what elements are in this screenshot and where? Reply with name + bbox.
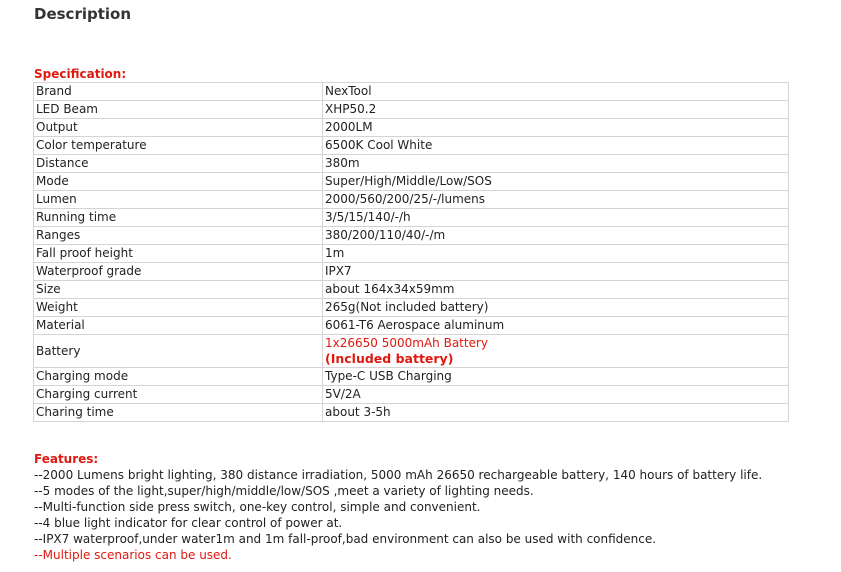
spec-label-weight: Weight — [34, 299, 323, 317]
spec-value-material: 6061-T6 Aerospace aluminum — [323, 317, 789, 335]
spec-label-lumen: Lumen — [34, 191, 323, 209]
table-row — [34, 119, 789, 137]
table-row — [34, 386, 789, 404]
table-row — [34, 137, 789, 155]
table-row — [34, 155, 789, 173]
feature-item-highlight: --Multiple scenarios can be used. — [34, 548, 232, 562]
table-row — [34, 404, 789, 422]
spec-value-mode: Super/High/Middle/Low/SOS — [323, 173, 789, 191]
table-row — [34, 101, 789, 119]
table-row — [34, 245, 789, 263]
spec-value-color-temperature: 6500K Cool White — [323, 137, 789, 155]
feature-item: --IPX7 waterproof,under water1m and 1m fall-proof,bad environment can also be used with confidence. — [34, 532, 657, 546]
table-row — [34, 281, 789, 299]
table-row — [34, 299, 789, 317]
spec-value-fall-proof-height: 1m — [323, 245, 789, 263]
feature-item: --5 modes of the light,super/high/middle/low/SOS ,meet a variety of lighting needs. — [34, 484, 534, 498]
table-row — [34, 209, 789, 227]
spec-label-fall-proof-height: Fall proof height — [34, 245, 323, 263]
spec-value-running-time: 3/5/15/140/-/h — [323, 209, 789, 227]
table-row — [34, 173, 789, 191]
spec-label-running-time: Running time — [34, 209, 323, 227]
spec-label-charing-time: Charing time — [34, 404, 323, 422]
specification-table — [33, 82, 789, 422]
spec-label-brand: Brand — [34, 83, 323, 101]
features-list — [34, 467, 762, 563]
spec-value-charging-mode: Type-C USB Charging — [323, 368, 789, 386]
spec-label-output: Output — [34, 119, 323, 137]
spec-label-mode: Mode — [34, 173, 323, 191]
spec-value-size: about 164x34x59mm — [323, 281, 789, 299]
feature-item: --4 blue light indicator for clear control of power at. — [34, 516, 343, 530]
table-row — [34, 83, 789, 101]
features-heading: Features: — [34, 452, 99, 466]
spec-label-led-beam: LED Beam — [34, 101, 323, 119]
spec-label-distance: Distance — [34, 155, 323, 173]
spec-value-ranges: 380/200/110/40/-/m — [323, 227, 789, 245]
spec-value-charging-current: 5V/2A — [323, 386, 789, 404]
spec-value-brand: NexTool — [323, 83, 789, 101]
table-row — [34, 368, 789, 386]
spec-value-lumen: 2000/560/200/25/-/lumens — [323, 191, 789, 209]
table-row — [34, 335, 789, 368]
table-row — [34, 191, 789, 209]
feature-item: --2000 Lumens bright lighting, 380 distance irradiation, 5000 mAh 26650 rechargeable battery, 140 hours of battery life. — [34, 468, 763, 482]
spec-label-ranges: Ranges — [34, 227, 323, 245]
feature-item: --Multi-function side press switch, one-key control, simple and convenient. — [34, 500, 481, 514]
spec-value-battery-note: (Included battery) — [325, 351, 454, 366]
spec-label-charging-current: Charging current — [34, 386, 323, 404]
spec-value-battery: 1x26650 5000mAh Battery — [325, 336, 488, 350]
spec-value-distance: 380m — [323, 155, 789, 173]
table-row — [34, 317, 789, 335]
spec-label-charging-mode: Charging mode — [34, 368, 323, 386]
page-title: Description — [34, 5, 132, 23]
spec-value-output: 2000LM — [323, 119, 789, 137]
specification-heading: Specification: — [34, 67, 127, 81]
spec-label-battery: Battery — [34, 335, 323, 368]
table-row — [34, 227, 789, 245]
spec-label-size: Size — [34, 281, 323, 299]
spec-value-led-beam: XHP50.2 — [323, 101, 789, 119]
spec-value-weight: 265g(Not included battery) — [323, 299, 789, 317]
spec-value-charing-time: about 3-5h — [323, 404, 789, 422]
spec-label-color-temperature: Color temperature — [34, 137, 323, 155]
spec-label-waterproof-grade: Waterproof grade — [34, 263, 323, 281]
spec-label-material: Material — [34, 317, 323, 335]
spec-value-battery-cell — [323, 335, 789, 368]
spec-value-waterproof-grade: IPX7 — [323, 263, 789, 281]
table-row — [34, 263, 789, 281]
